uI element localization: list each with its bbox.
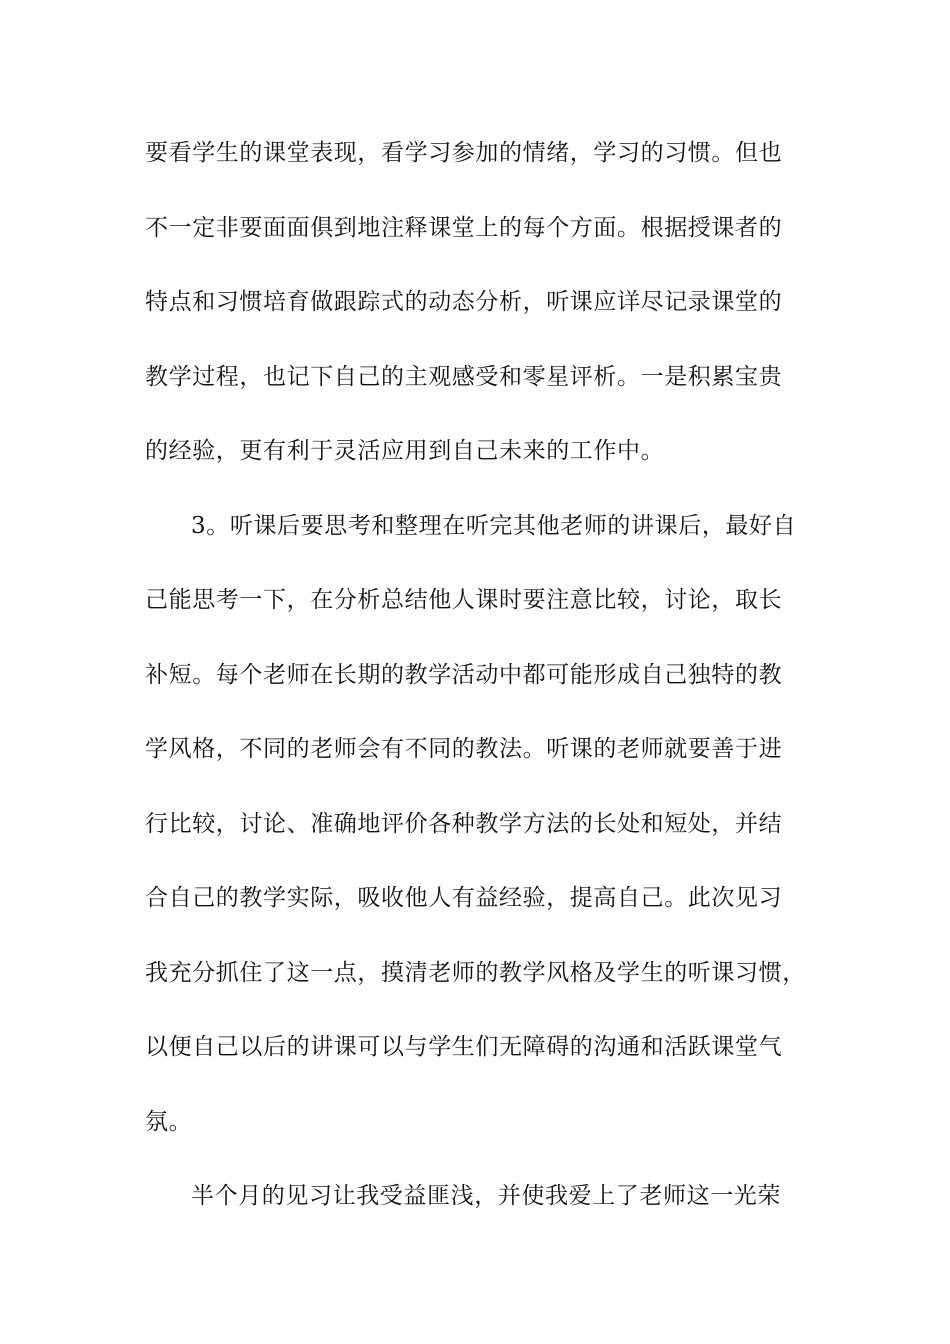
text-line: 的经验，更有利于灵活应用到自己未来的工作中。 — [145, 438, 665, 464]
paragraph-start-line: 3。听课后要思考和整理在听完其他老师的讲课后，最好自 — [191, 512, 797, 539]
text-line: 教学过程，也记下自己的主观感受和零星评析。一是积累宝贵 — [145, 363, 783, 390]
text-line: 补短。每个老师在长期的教学活动中都可能形成自己独特的教 — [145, 661, 783, 688]
text-line: 以便自己以后的讲课可以与学生们无障碍的沟通和活跃课堂气 — [145, 1034, 783, 1060]
text-line: 不一定非要面面俱到地注释课堂上的每个方面。根据授课者的 — [145, 214, 783, 241]
text-line: 氛。 — [145, 1108, 193, 1135]
text-line: 我充分抓住了这一点，摸清老师的教学风格及学生的听课习惯， — [145, 959, 806, 986]
text-line: 行比较，讨论、准确地评价各种教学方法的长处和短处，并结 — [145, 810, 783, 837]
paragraph-start-line: 半个月的见习让我受益匪浅，并使我爱上了老师这一光荣 — [191, 1183, 781, 1209]
text-line: 合自己的教学实际，吸收他人有益经验，提高自己。此次见习 — [145, 885, 783, 911]
body-text — [145, 133, 825, 1251]
text-line: 己能思考一下，在分析总结他人课时要注意比较，讨论，取长 — [145, 587, 783, 613]
text-line: 学风格，不同的老师会有不同的教法。听课的老师就要善于进 — [145, 736, 783, 762]
text-line: 要看学生的课堂表现，看学习参加的情绪，学习的习惯。但也 — [145, 140, 783, 166]
text-line: 特点和习惯培育做跟踪式的动态分析，听课应详尽记录课堂的 — [145, 289, 783, 315]
